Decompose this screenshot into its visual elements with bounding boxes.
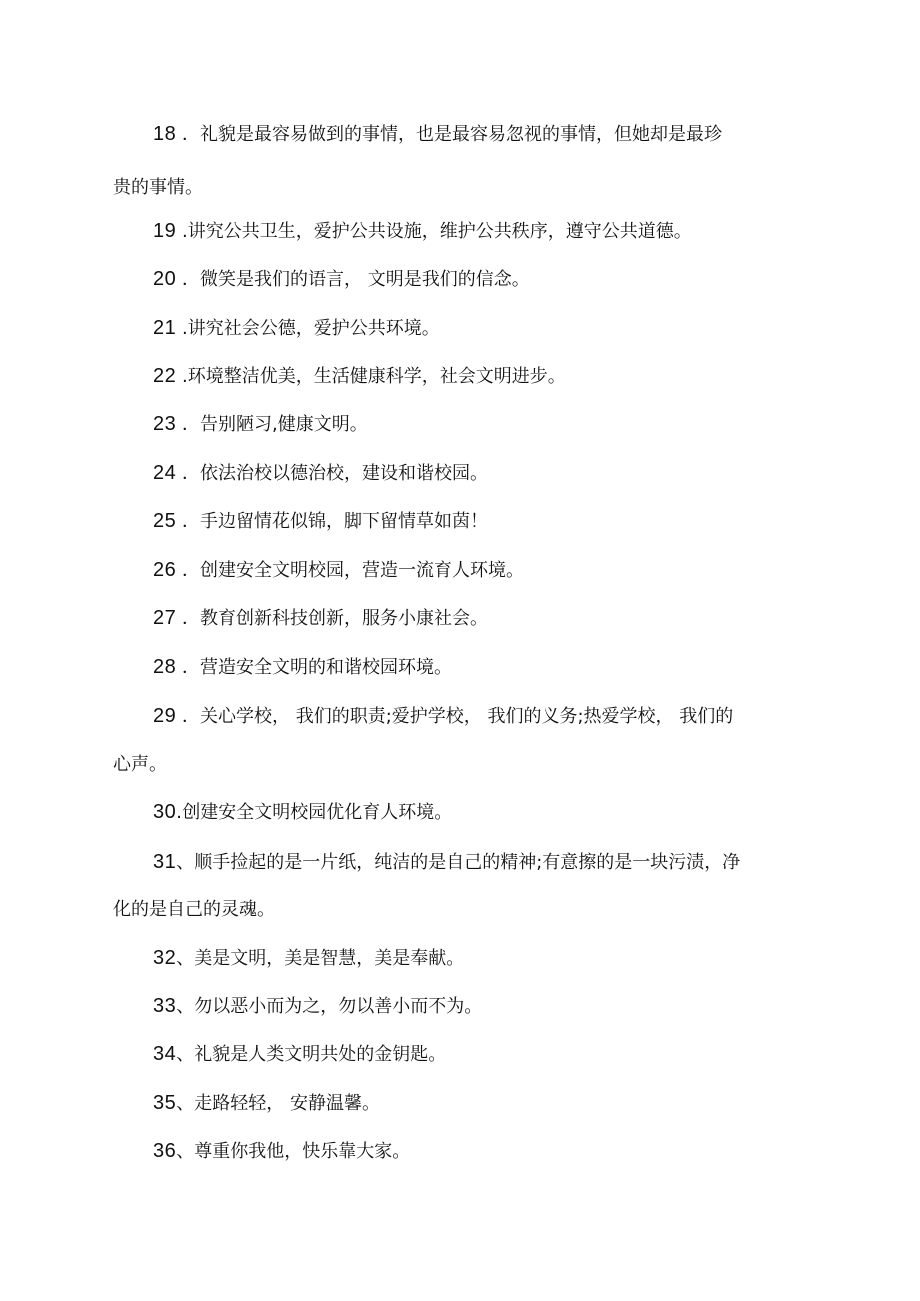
item-text: 、顺手捡起的是一片纸，纯洁的是自己的精神;有意擦的是一块污渍，净: [176, 852, 741, 873]
list-item-29-continuation: 心声。: [113, 754, 167, 775]
item-number: 19: [153, 220, 177, 242]
list-item-24: [0, 460, 920, 487]
list-item-28: [0, 654, 920, 681]
item-text: ．礼貌是最容易做到的事情，也是最容易忽视的事情，但她却是最珍: [176, 124, 722, 145]
list-item-34: [0, 1041, 920, 1068]
item-number: 20: [153, 268, 177, 290]
item-number: 33: [153, 995, 177, 1017]
list-item-29: [0, 703, 920, 730]
item-text: 、礼貌是人类文明共处的金钥匙。: [176, 1044, 447, 1065]
item-text: ．手边留情花似锦，脚下留情草如茵！: [176, 511, 488, 532]
item-text: 、走路轻轻， 安静温馨。: [176, 1093, 380, 1114]
item-number: 22: [153, 365, 177, 387]
list-item-35: [0, 1090, 920, 1117]
list-item-30: [0, 799, 920, 826]
list-item-27: [0, 605, 920, 632]
list-item-19: [0, 218, 920, 245]
item-number: 36: [153, 1140, 177, 1162]
item-number: 18: [153, 123, 177, 145]
item-number: 29: [153, 705, 177, 727]
item-text: ．告别陋习,健康文明。: [176, 414, 368, 435]
list-item-22: [0, 363, 920, 390]
item-text: .环境整洁优美，生活健康科学，社会文明进步。: [176, 366, 566, 387]
list-item-33: [0, 993, 920, 1020]
item-number: 24: [153, 462, 177, 484]
item-number: 23: [153, 413, 177, 435]
item-text: 、美是文明，美是智慧，美是奉献。: [176, 948, 465, 969]
item-number: 25: [153, 510, 177, 532]
item-number: 32: [153, 947, 177, 969]
list-item-25: [0, 508, 920, 535]
list-item-20: [0, 266, 920, 293]
item-number: 30.: [153, 801, 183, 823]
item-number: 35: [153, 1092, 177, 1114]
list-item-26: [0, 557, 920, 584]
item-text: .讲究公共卫生，爱护公共设施，维护公共秩序，遵守公共道德。: [176, 221, 692, 242]
list-item-18: [0, 121, 920, 148]
item-text: ．教育创新科技创新，服务小康社会。: [176, 608, 488, 629]
list-item-21: [0, 315, 920, 342]
item-text: ．营造安全文明的和谐校园环境。: [176, 657, 452, 678]
list-item-23: [0, 411, 920, 438]
item-number: 27: [153, 607, 177, 629]
item-number: 28: [153, 656, 177, 678]
item-text: ．依法治校以德治校，建设和谐校园。: [176, 463, 488, 484]
list-item-31-continuation: 化的是自己的灵魂。: [113, 899, 275, 920]
list-item-31: [0, 849, 920, 876]
item-text: 创建安全文明校园优化育人环境。: [182, 802, 453, 823]
item-number: 21: [153, 317, 177, 339]
item-text: ．关心学校， 我们的职责;爱护学校， 我们的义务;热爱学校， 我们的: [176, 706, 734, 727]
item-text: 、勿以恶小而为之，勿以善小而不为。: [176, 996, 483, 1017]
item-text: ．创建安全文明校园，营造一流育人环境。: [176, 560, 524, 581]
item-number: 26: [153, 559, 177, 581]
list-item-32: [0, 945, 920, 972]
item-text: .讲究社会公德，爱护公共环境。: [176, 318, 440, 339]
item-text: ．微笑是我们的语言， 文明是我们的信念。: [176, 269, 530, 290]
item-number: 34: [153, 1043, 177, 1065]
list-item-18-continuation: 贵的事情。: [113, 177, 203, 198]
list-item-36: [0, 1138, 920, 1165]
item-text: 、尊重你我他，快乐靠大家。: [176, 1141, 411, 1162]
item-number: 31: [153, 851, 177, 873]
